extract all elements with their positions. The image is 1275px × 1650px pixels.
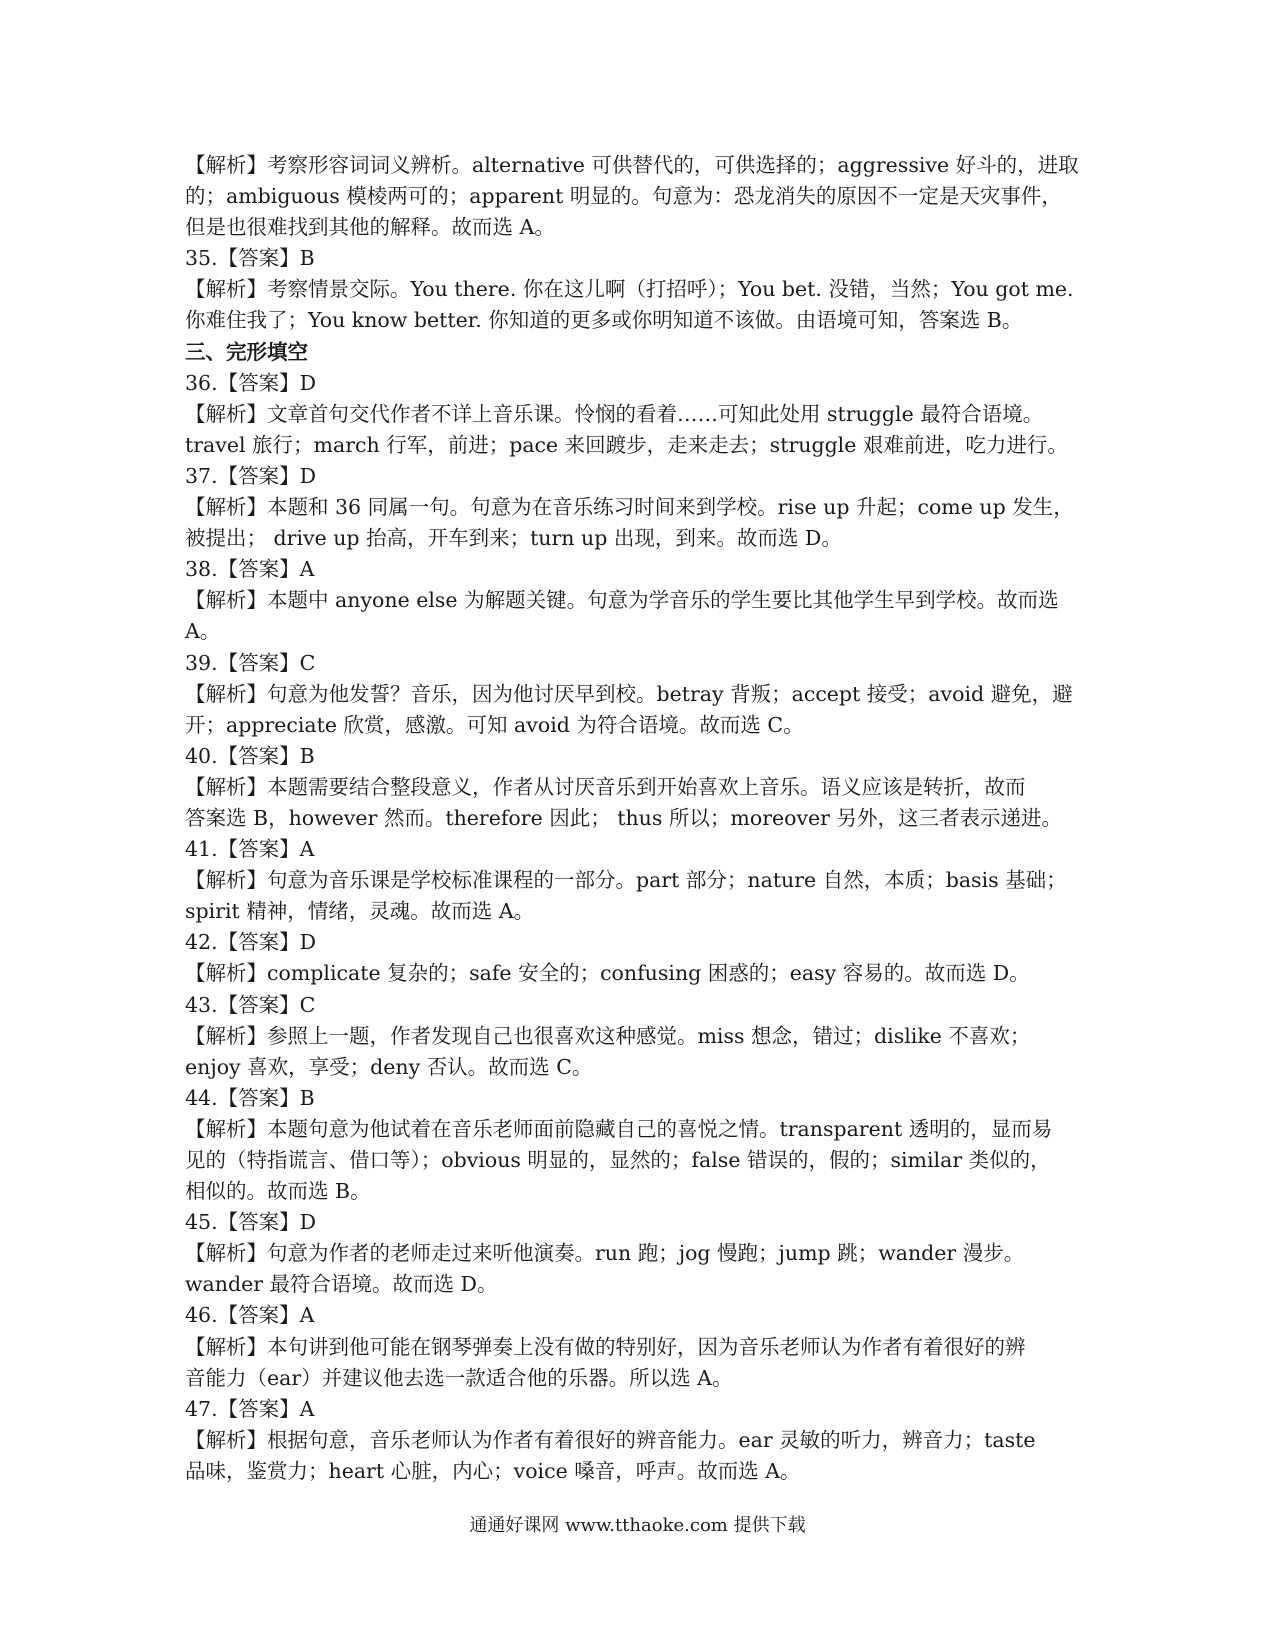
answer-line: 46.【答案】A <box>185 1303 315 1328</box>
answer-line: 37.【答案】D <box>185 463 317 488</box>
text-line: 【解析】文章首句交代作者不详上音乐课。怜悯的看着……可知此处用 struggle 最符合语境。 <box>185 401 1044 426</box>
document-body <box>185 150 1085 1487</box>
answer-line: 40.【答案】B <box>185 743 315 768</box>
text-line: 你难住我了；You know better. 你知道的更多或你明知道不该做。由语境可知，答案选 B。 <box>185 308 1023 333</box>
text-line: 相似的。故而选 B。 <box>185 1179 371 1204</box>
answer-line: 47.【答案】A <box>185 1396 315 1421</box>
answer-line: 43.【答案】C <box>185 992 316 1017</box>
text-line: 【解析】句意为作者的老师走过来听他演奏。run 跑；jog 慢跑；jump 跳；wander 漫步。 <box>185 1241 1025 1266</box>
text-line: 的；ambiguous 模棱两可的；apparent 明显的。句意为：恐龙消失的原因不一定是天灾事件， <box>185 184 1062 209</box>
text-line: 【解析】本题句意为他试着在音乐老师面前隐藏自己的喜悦之情。transparent 透明的，显而易 <box>185 1116 1053 1141</box>
text-line: travel 旅行；march 行军，前进；pace 来回踱步，走来走去；struggle 艰难前进，吃力进行。 <box>185 432 1068 457</box>
text-line: spirit 精神，情绪，灵魂。故而选 A。 <box>185 899 535 924</box>
text-line: 【解析】complicate 复杂的；safe 安全的；confusing 困惑的；easy 容易的。故而选 D。 <box>185 961 1030 986</box>
text-line: 但是也很难找到其他的解释。故而选 A。 <box>185 215 555 240</box>
text-line: 【解析】本题和 36 同属一句。句意为在音乐练习时间来到学校。rise up 升起；come up 发生， <box>185 495 1074 520</box>
text-line: 音能力（ear）并建议他去选一款适合他的乐器。所以选 A。 <box>185 1365 733 1390</box>
text-line: A。 <box>185 619 221 644</box>
text-line: 【解析】本题需要结合整段意义，作者从讨厌音乐到开始喜欢上音乐。语义应该是转折，故而 <box>185 774 1026 799</box>
answer-line: 36.【答案】D <box>185 370 317 395</box>
answer-line: 41.【答案】A <box>185 837 315 862</box>
text-line: 【解析】考察形容词词义辨析。alternative 可供替代的，可供选择的；aggressive 好斗的，进取 <box>185 153 1079 177</box>
text-line: 品味，鉴赏力；heart 心脏，内心；voice 嗓音，呼声。故而选 A。 <box>185 1458 801 1483</box>
text-line: 【解析】本句讲到他可能在钢琴弹奏上没有做的特别好，因为音乐老师认为作者有着很好的辨 <box>185 1334 1026 1359</box>
answer-line: 44.【答案】B <box>185 1085 315 1110</box>
text-line: 见的（特指谎言、借口等）；obvious 明显的，显然的；false 错误的，假的；similar 类似的， <box>185 1148 1051 1172</box>
answer-line: 42.【答案】D <box>185 930 317 955</box>
text-line: 答案选 B，however 然而。therefore 因此； thus 所以；moreover 另外，这三者表示递进。 <box>185 805 1062 830</box>
text-line: 开；appreciate 欣赏，感激。可知 avoid 为符合语境。故而选 C。 <box>185 712 804 737</box>
section-heading: 三、完形填空 <box>185 339 308 364</box>
text-line: 【解析】考察情景交际。You there. 你在这儿啊（打招呼）；You bet. 没错，当然；You got me. <box>185 277 1074 302</box>
text-line: 【解析】根据句意，音乐老师认为作者有着很好的辨音能力。ear 灵敏的听力，辨音力；taste <box>185 1427 1036 1452</box>
text-line: wander 最符合语境。故而选 D。 <box>185 1272 498 1297</box>
text-line: 【解析】本题中 anyone else 为解题关键。句意为学音乐的学生要比其他学生早到学校。故而选 <box>185 588 1059 613</box>
answer-line: 38.【答案】A <box>185 557 315 582</box>
answer-line: 45.【答案】D <box>185 1210 317 1235</box>
text-line: 【解析】句意为音乐课是学校标准课程的一部分。part 部分；nature 自然，本质；basis 基础； <box>185 868 1067 893</box>
page-footer: 通通好课网 www.tthaoke.com 提供下载 <box>469 1515 806 1536</box>
text-line: 【解析】参照上一题，作者发现自己也很喜欢这种感觉。miss 想念，错过；dislike 不喜欢； <box>185 1023 1031 1048</box>
text-line: enjoy 喜欢，享受；deny 否认。故而选 C。 <box>185 1054 593 1079</box>
answer-line: 39.【答案】C <box>185 650 316 675</box>
answer-line: 35.【答案】B <box>185 246 315 271</box>
text-line: 被提出； drive up 抬高，开车到来；turn up 出现，到来。故而选 D。 <box>185 526 842 551</box>
text-line: 【解析】句意为他发誓？音乐，因为他讨厌早到校。betray 背叛；accept 接受；avoid 避免，避 <box>185 681 1073 706</box>
